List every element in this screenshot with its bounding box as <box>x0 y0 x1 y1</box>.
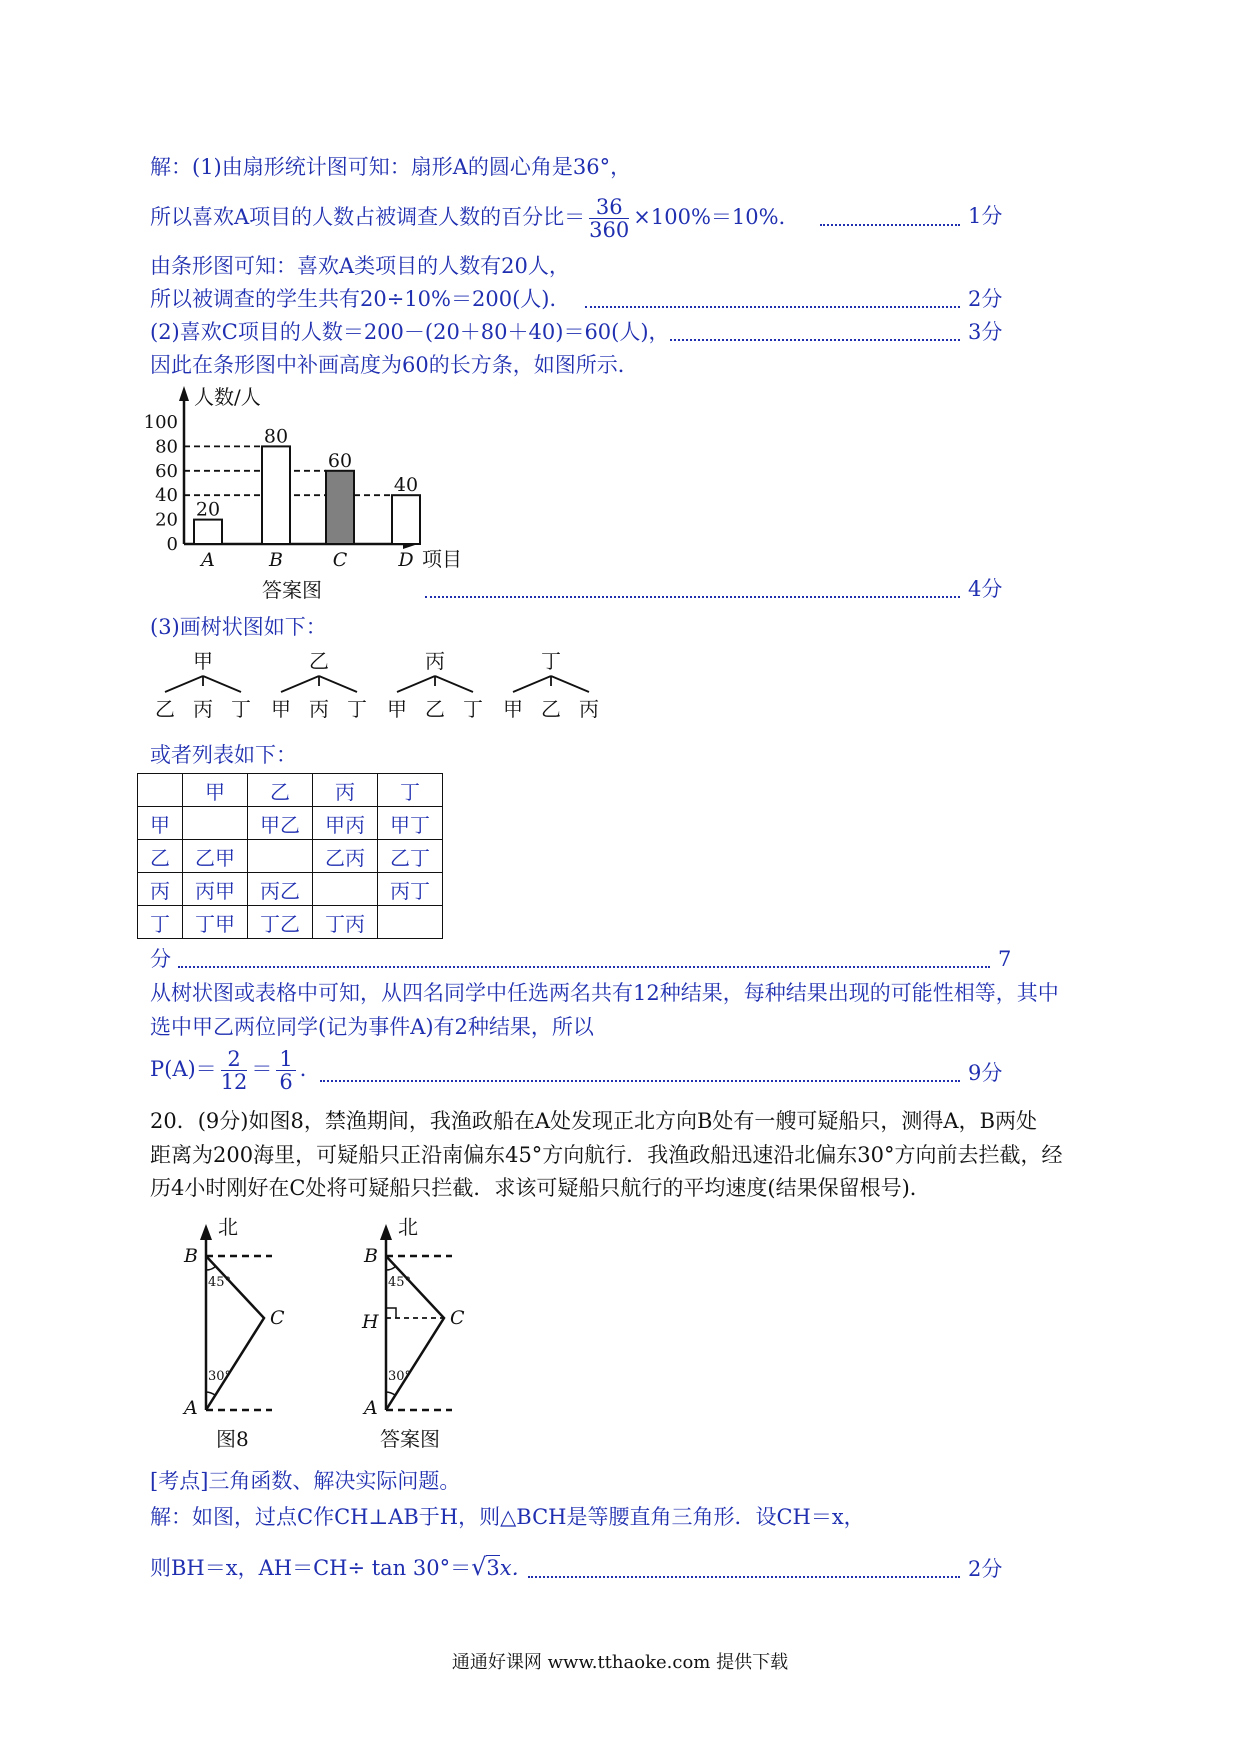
score-dots <box>820 224 960 226</box>
solution-line-3: 由条形图可知：喜欢A类项目的人数有20人， <box>150 254 570 278</box>
table-cell <box>313 873 378 906</box>
fraction-numerator: 2 <box>221 1048 248 1071</box>
score-dots <box>178 966 990 968</box>
north-label: 北 <box>398 1215 418 1239</box>
tree-leaf: 甲 <box>387 697 407 721</box>
period: ． <box>299 1057 321 1081</box>
table-header-row <box>138 774 443 807</box>
x-tick-label-B: B <box>269 549 283 571</box>
table-cell: 乙丙 <box>313 840 378 873</box>
table-cell: 丙乙 <box>248 873 313 906</box>
tree-root: 丙 <box>425 649 445 673</box>
figure-8-caption: 图8 <box>216 1427 249 1451</box>
tree-branch <box>435 676 473 692</box>
tree-branch <box>165 676 203 692</box>
fraction-denominator: 360 <box>589 218 630 242</box>
north-arrow-icon <box>200 1224 212 1240</box>
tree-branch <box>513 676 551 692</box>
sqrt-radicand: 3 <box>486 1556 500 1580</box>
point-h-label: H <box>362 1311 379 1333</box>
tree-leaf: 丙 <box>579 697 599 721</box>
probability-lhs: P(A)＝ <box>150 1057 217 1081</box>
tree-diagram <box>140 650 620 730</box>
score-7-label: 分 <box>150 947 171 971</box>
score-dots <box>320 1080 960 1082</box>
page-footer: 通通好课网 www.tthaoke.com 提供下载 <box>451 1652 789 1673</box>
table-cell <box>248 840 313 873</box>
angle-45-label: 45° <box>388 1275 412 1290</box>
tree-leaf: 丙 <box>309 697 329 721</box>
tree-leaf: 丙 <box>193 697 213 721</box>
tree-branch <box>551 676 589 692</box>
tree-leaf: 丁 <box>347 697 367 721</box>
percent-result: ×100%＝10%． <box>633 205 800 229</box>
table-row <box>138 840 443 873</box>
x-tick-label-C: C <box>332 549 348 571</box>
table-cell: 甲 <box>183 774 248 807</box>
table-cell: 甲丙 <box>313 807 378 840</box>
score-dots <box>585 306 960 308</box>
table-cell: 乙 <box>138 840 183 873</box>
table-cell: 乙甲 <box>183 840 248 873</box>
y-tick-label: 80 <box>155 436 178 458</box>
solution-line-8: 或者列表如下： <box>150 743 297 767</box>
point-b-label: B <box>364 1245 378 1267</box>
point-b-label: B <box>184 1245 198 1267</box>
score-4: 4分 <box>968 577 1003 601</box>
score-dots <box>528 1576 960 1578</box>
question-20-line-3: 历4小时刚好在C处将可疑船只拦截．求该可疑船只航行的平均速度(结果保留根号)． <box>150 1176 931 1200</box>
fraction-numerator: 1 <box>276 1048 295 1071</box>
probability-line <box>150 1048 321 1093</box>
score-2b: 2分 <box>968 1557 1003 1581</box>
table-cell: 甲 <box>138 807 183 840</box>
north-arrow-icon <box>380 1224 392 1240</box>
combination-table <box>137 773 443 939</box>
y-tick-label: 20 <box>155 509 178 531</box>
tree-leaf: 甲 <box>503 697 523 721</box>
tree-leaf: 丁 <box>231 697 251 721</box>
point-a-label: A <box>364 1397 378 1419</box>
data-label-B: 80 <box>263 425 289 448</box>
table-row <box>138 906 443 939</box>
question-20-line-1: 20．(9分)如图8，禁渔期间，我渔政船在A处发现正北方向B处有一艘可疑船只，测得A，B两处 <box>150 1109 1038 1133</box>
table-cell: 丙丁 <box>378 873 443 906</box>
score-3: 3分 <box>968 320 1003 344</box>
solution-line-1: 解：(1)由扇形统计图可知：扇形A的圆心角是36°， <box>150 155 632 179</box>
y-tick-label: 0 <box>166 534 178 555</box>
fraction-numerator: 36 <box>589 196 629 219</box>
data-label-C: 60 <box>327 449 353 472</box>
bar-chart <box>140 385 462 598</box>
score-dots <box>425 596 960 598</box>
table-row <box>138 807 443 840</box>
score-2: 2分 <box>968 287 1003 311</box>
fraction-1-6 <box>276 1048 295 1093</box>
data-label-D: 40 <box>393 474 419 497</box>
kaodian-line: [考点]三角函数、解决实际问题。 <box>150 1469 461 1493</box>
tree-leaf: 乙 <box>425 697 445 721</box>
score-7-value: 7 <box>998 947 1012 971</box>
tree-leaf: 丁 <box>463 697 483 721</box>
variable-x: x． <box>499 1556 533 1580</box>
fraction-denominator: 12 <box>220 1070 248 1094</box>
solution-line-7: (3)画树状图如下： <box>150 615 327 639</box>
equals-sign: ＝ <box>251 1057 273 1081</box>
solution-line-6: 因此在条形图中补画高度为60的长方条，如图所示． <box>150 353 639 377</box>
tree-leaf: 乙 <box>541 697 561 721</box>
question-20-line-2: 距离为200海里，可疑船只正沿南偏东45°方向航行．我渔政船迅速沿北偏东30°方向前去拦截，经 <box>150 1143 1063 1167</box>
point-c-label: C <box>450 1307 465 1329</box>
solution-line-4: 所以被调查的学生共有20÷10%＝200(人)． <box>150 287 571 311</box>
table-cell <box>138 774 183 807</box>
x-tick-label-D: D <box>398 549 414 571</box>
angle-30-label: 30° <box>208 1369 232 1384</box>
y-axis-arrow-icon <box>179 386 189 401</box>
table-cell: 丙 <box>313 774 378 807</box>
sqrt-icon: √ <box>471 1553 487 1581</box>
score-dots <box>670 339 960 341</box>
solution-20-line-2 <box>150 1554 533 1581</box>
x-axis-label: 项目 <box>422 547 462 571</box>
fraction-36-360 <box>589 196 629 241</box>
fraction-2-12 <box>221 1048 248 1093</box>
north-label: 北 <box>218 1215 238 1239</box>
y-tick-label: 60 <box>155 460 178 482</box>
bar-B <box>262 446 290 544</box>
solution-line-2 <box>150 196 800 241</box>
table-cell: 丁甲 <box>183 906 248 939</box>
tree-branch <box>319 676 357 692</box>
table-cell: 乙丁 <box>378 840 443 873</box>
solution-line-5: (2)喜欢C项目的人数＝200－(20＋80＋40)＝60(人)， <box>150 320 670 344</box>
y-axis-label: 人数/人 <box>194 385 261 409</box>
tree-root: 甲 <box>193 649 213 673</box>
tree-leaf: 乙 <box>155 697 175 721</box>
y-tick-label: 40 <box>155 485 178 507</box>
table-cell: 丙 <box>138 873 183 906</box>
tree-branch <box>397 676 435 692</box>
score-1: 1分 <box>968 204 1003 228</box>
table-cell: 甲乙 <box>248 807 313 840</box>
figure-8 <box>180 1215 330 1480</box>
table-cell <box>378 906 443 939</box>
score-9: 9分 <box>968 1061 1003 1085</box>
solution-20-line-1: 解：如图，过点C作CH⊥AB于H，则△BCH是等腰直角三角形．设CH＝x， <box>150 1505 865 1529</box>
tree-root: 丁 <box>541 649 561 673</box>
bar-A <box>194 520 222 544</box>
table-cell: 丁 <box>138 906 183 939</box>
angle-30-label: 30° <box>388 1369 412 1384</box>
table-cell: 丁 <box>378 774 443 807</box>
angle-45-label: 45° <box>208 1275 232 1290</box>
bar-C <box>326 471 354 544</box>
tree-leaf: 甲 <box>271 697 291 721</box>
bar-D <box>392 495 420 544</box>
y-tick-label: 100 <box>143 412 178 433</box>
point-a-label: A <box>184 1397 198 1419</box>
percent-text: 所以喜欢A项目的人数占被调查人数的百分比＝ <box>150 205 586 229</box>
tree-branch <box>281 676 319 692</box>
answer-figure <box>360 1215 520 1480</box>
table-cell: 甲丁 <box>378 807 443 840</box>
x-tick-label-A: A <box>201 549 215 571</box>
solution-line-10: 从树状图或表格中可知，从四名同学中任选两名共有12种结果，每种结果出现的可能性相等，其中 <box>150 981 1059 1005</box>
solution-line-11: 选中甲乙两位同学(记为事件A)有2种结果，所以 <box>150 1015 594 1039</box>
tree-branch <box>203 676 241 692</box>
table-cell: 乙 <box>248 774 313 807</box>
chart-caption: 答案图 <box>262 578 322 602</box>
data-label-A: 20 <box>195 498 221 521</box>
table-cell <box>183 807 248 840</box>
table-cell: 丁乙 <box>248 906 313 939</box>
fraction-denominator: 6 <box>279 1070 293 1094</box>
table-cell: 丙甲 <box>183 873 248 906</box>
table-cell: 丁丙 <box>313 906 378 939</box>
relation-text: 则BH＝x，AH＝CH÷ tan 30°＝ <box>150 1556 472 1580</box>
point-c-label: C <box>270 1307 285 1329</box>
answer-figure-caption: 答案图 <box>380 1427 440 1451</box>
tree-root: 乙 <box>309 649 329 673</box>
table-row <box>138 873 443 906</box>
